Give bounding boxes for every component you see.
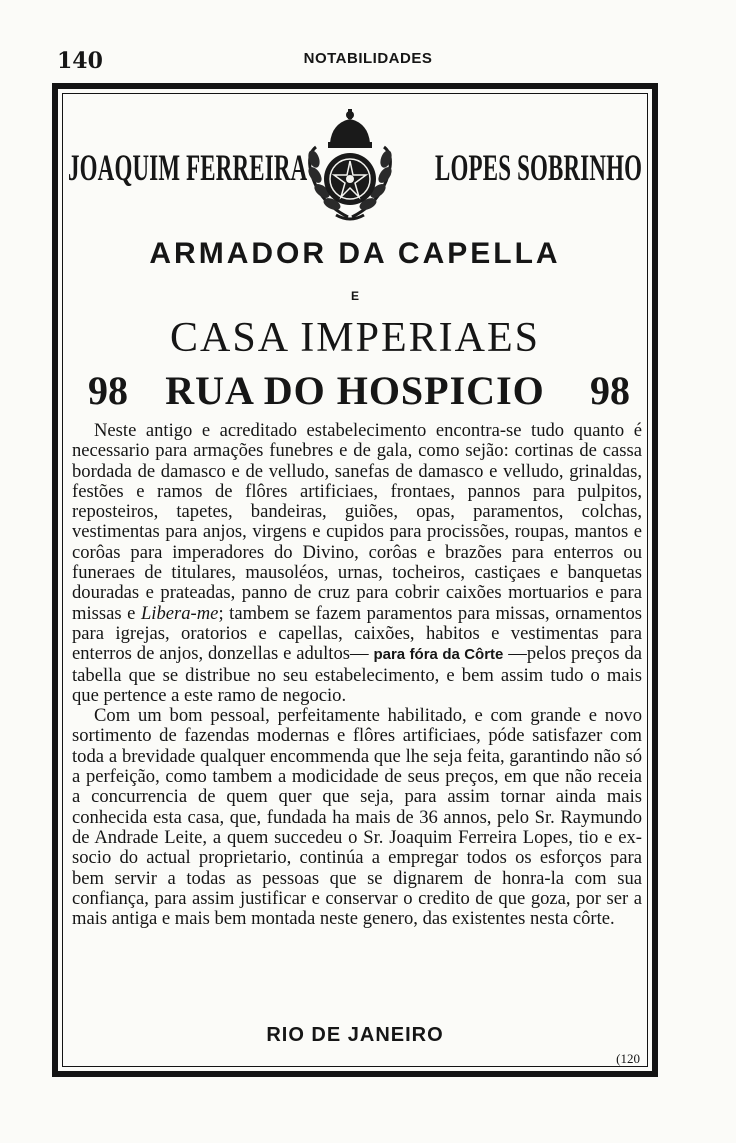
advertiser-name-right: LOPES SOBRINHO	[434, 148, 642, 189]
address-number-right: 98	[590, 368, 630, 413]
page-number: 140	[57, 48, 103, 74]
headline-separator: E	[350, 289, 359, 303]
advertiser-name-row	[58, 109, 652, 229]
headline-casa-imperiaes: CASA IMPERIAES	[170, 315, 540, 361]
paragraph-1-italic: Libera-me	[140, 602, 219, 624]
advertiser-name-left: JOAQUIM FERREIRA	[68, 148, 308, 189]
paragraph-1-bold: para fóra da Côrte	[373, 646, 504, 664]
address-row	[58, 367, 652, 417]
body-paragraph-2: Com um bom pessoal, perfeitamente habilitado, e com grande e novo sortimento de fazendas modernas e flôres artificiaes, póde satisfazer com toda a brevidade qualquer encommenda que lhe seja feita, garantindo não só a perfeição, como tambem a modicidade de seus preços, em que não receia a concurrencia de quem quer que seja, para assim tornar ainda mais conhecida esta casa, que, fundada ha mais de 36 annos, pelo Sr. Raymundo de Andrade Leite, a quem succedeu o Sr. Joaquim Ferreira Lopes, tio e ex-socio do actual proprietario, continúa a empregar todos os esforços para bem servir a todas as pessoas que se dignarem de honra-la com sua confiança, para assim justificar e conservar o credito de que goza, por ser a mais antiga e mais bem montada neste genero, das existentes nesta côrte.	[72, 705, 642, 930]
paragraph-1-text-b: ; tambem se fazem paramentos para missas, ornamentos para igrejas, oratorios e capellas, caixões, habitos e vestimentas para enterros de anjos, donzellas e adultos—	[72, 602, 642, 665]
address-number-left: 98	[88, 368, 128, 413]
advertisement-reference: (120	[616, 1051, 640, 1066]
city-name: RIO DE JANEIRO	[266, 1024, 444, 1046]
page-header	[0, 46, 736, 76]
paragraph-1-text-a: Neste antigo e acreditado estabelecimento encontra-se tudo quanto é necessario para armações funebres e de gala, como sejão: cortinas de cassa bordada de damasco e de velludo, sanefas de damasco e velludo, grinaldas, festões e ramos de flôres artificiaes, frontaes, pannos para pulpitos, reposteiros, tapetes, bandeiras, guiões, opas, paramentos, colchas, vestimentas para anjos, virgens e cupidos para procissões, roupas, mantos e corôas para imperadores do Divino, corôas e brazões para enterros ou funeraes de titulares, mausoléos, urnas, tocheiros, castiçaes e banquetas douradas e prateadas, panno de cruz para cobrir caixões mortuarios e para missas e	[72, 420, 642, 624]
imperial-coat-of-arms-icon	[302, 109, 398, 229]
paragraph-1-text-c: —pelos preços da tabella que se distribue no seu estabelecimento, e bem assim tudo o mais que pertence a este ramo de negocio.	[72, 643, 643, 706]
running-title: NOTABILIDADES	[303, 50, 433, 67]
address-street: RUA DO HOSPICIO	[165, 368, 545, 413]
advertisement-body	[72, 421, 642, 929]
body-paragraph-1	[72, 421, 642, 706]
advertisement-frame	[52, 83, 658, 1077]
headline-armador: ARMADOR DA CAPELLA	[149, 237, 561, 270]
